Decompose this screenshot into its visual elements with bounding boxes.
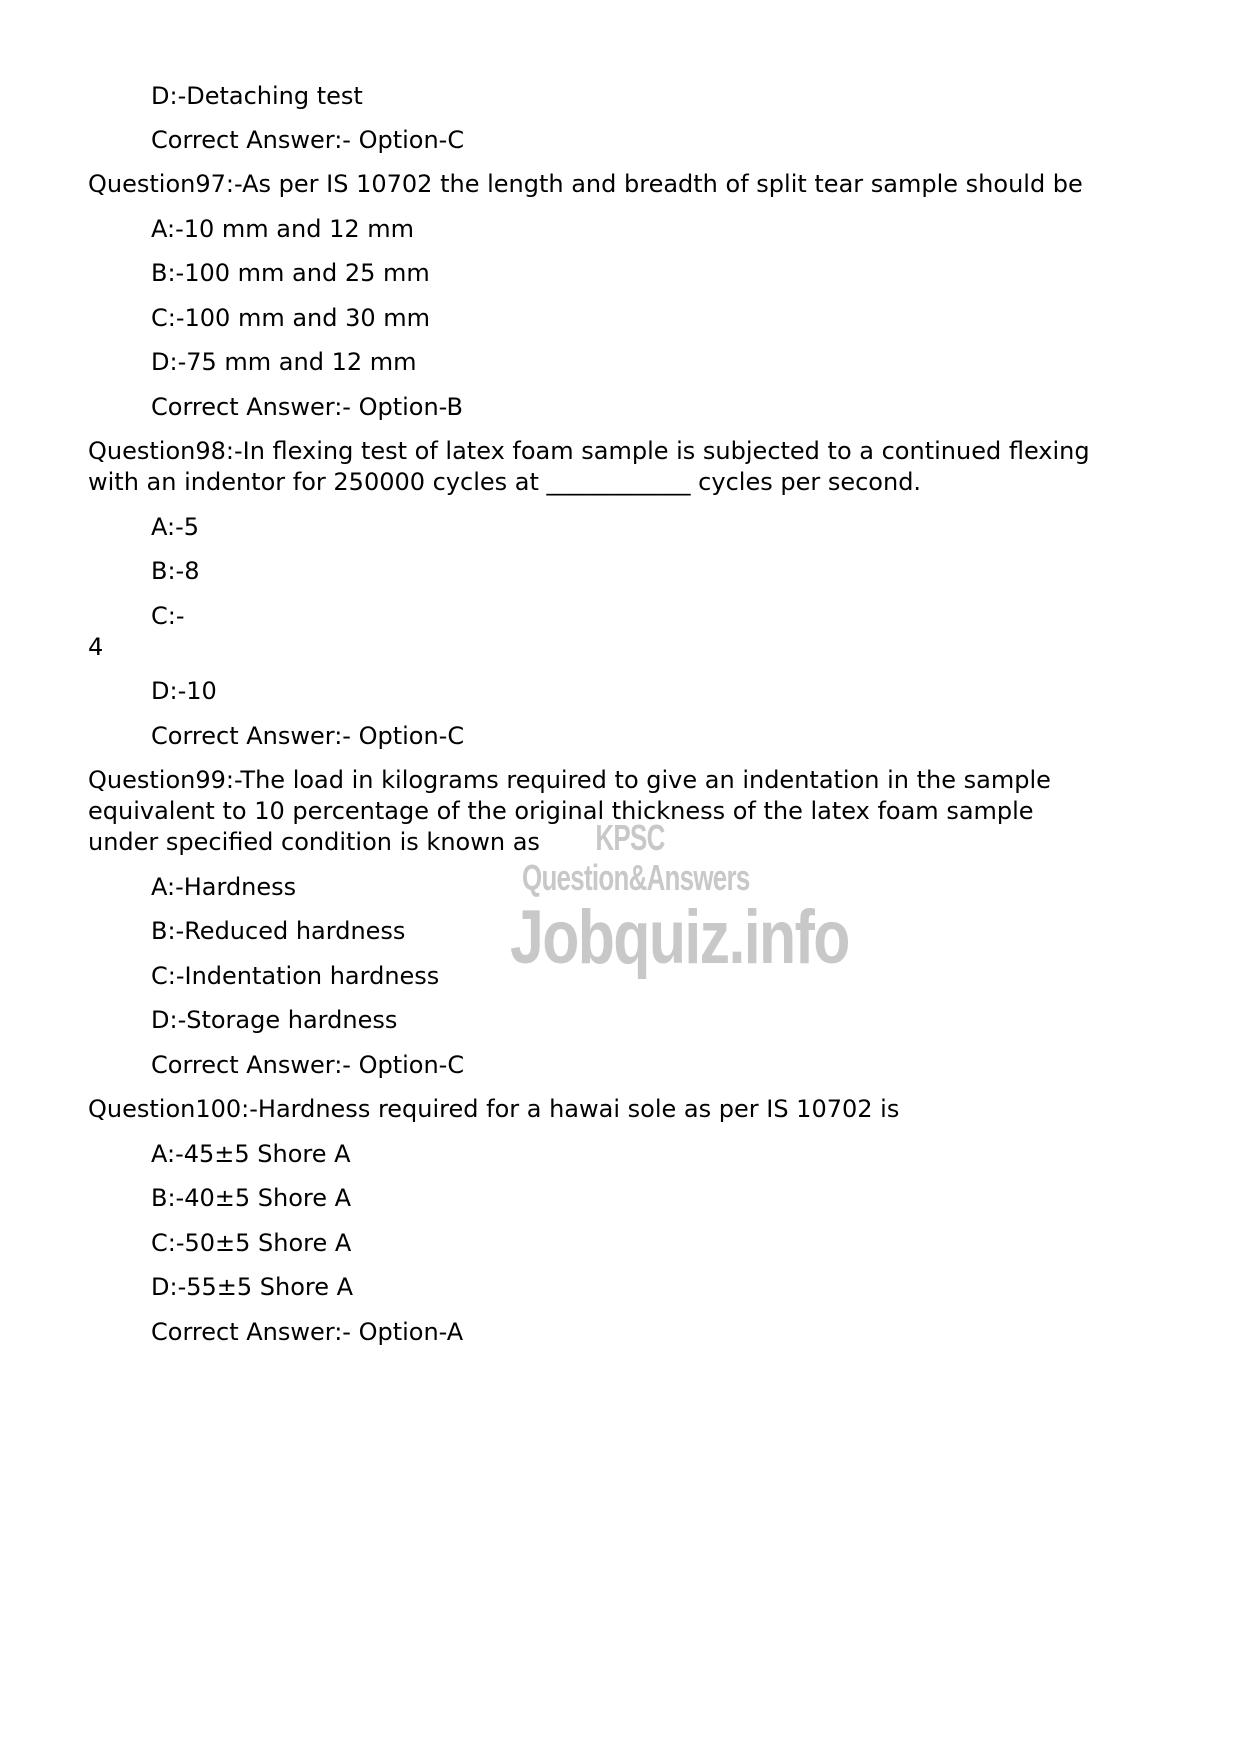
- option-d-q100: D:-55±5 Shore A: [151, 1273, 354, 1301]
- correct-answer-q96: Correct Answer:- Option-C: [151, 126, 465, 154]
- correct-answer-q100: Correct Answer:- Option-A: [151, 1318, 464, 1346]
- option-b-q98: B:-8: [151, 557, 200, 585]
- option-a-q100: A:-45±5 Shore A: [151, 1140, 351, 1168]
- option-a-q98: A:-5: [151, 513, 200, 541]
- option-c-q100: C:-50±5 Shore A: [151, 1229, 352, 1257]
- question-99-line-1: Question99:-The load in kilograms required to give an indentation in the sample: [88, 766, 1051, 794]
- question-98-line-1: Question98:-In flexing test of latex foam sample is subjected to a continued flexing: [88, 437, 1090, 465]
- correct-answer-q98: Correct Answer:- Option-C: [151, 722, 465, 750]
- question-97: Question97:-As per IS 10702 the length and breadth of split tear sample should be: [88, 170, 1083, 198]
- correct-answer-q97: Correct Answer:- Option-B: [151, 393, 463, 421]
- correct-answer-q99: Correct Answer:- Option-C: [151, 1051, 465, 1079]
- option-c-q98: C:-: [151, 602, 185, 630]
- question-99-line-3: under specified condition is known as: [88, 828, 540, 856]
- watermark-top-text: KPSC Question&Answers: [522, 817, 750, 898]
- watermark-main-text: Jobquiz.info: [510, 895, 849, 980]
- option-b-q99: B:-Reduced hardness: [151, 917, 406, 945]
- option-d-q96: D:-Detaching test: [151, 82, 363, 110]
- option-a-q99: A:-Hardness: [151, 873, 297, 901]
- option-c-q99: C:-Indentation hardness: [151, 962, 440, 990]
- option-d-q98: D:-10: [151, 677, 217, 705]
- option-c-q98-value: 4: [88, 633, 104, 661]
- question-99-line-2: equivalent to 10 percentage of the original thickness of the latex foam sample: [88, 797, 1034, 825]
- option-b-q100: B:-40±5 Shore A: [151, 1184, 352, 1212]
- option-a-q97: A:-10 mm and 12 mm: [151, 215, 415, 243]
- question-98-line-2: with an indentor for 250000 cycles at ____________ cycles per second.: [88, 468, 922, 496]
- option-d-q99: D:-Storage hardness: [151, 1006, 398, 1034]
- option-d-q97: D:-75 mm and 12 mm: [151, 348, 417, 376]
- option-b-q97: B:-100 mm and 25 mm: [151, 259, 430, 287]
- question-100: Question100:-Hardness required for a hawai sole as per IS 10702 is: [88, 1095, 900, 1123]
- option-c-q97: C:-100 mm and 30 mm: [151, 304, 431, 332]
